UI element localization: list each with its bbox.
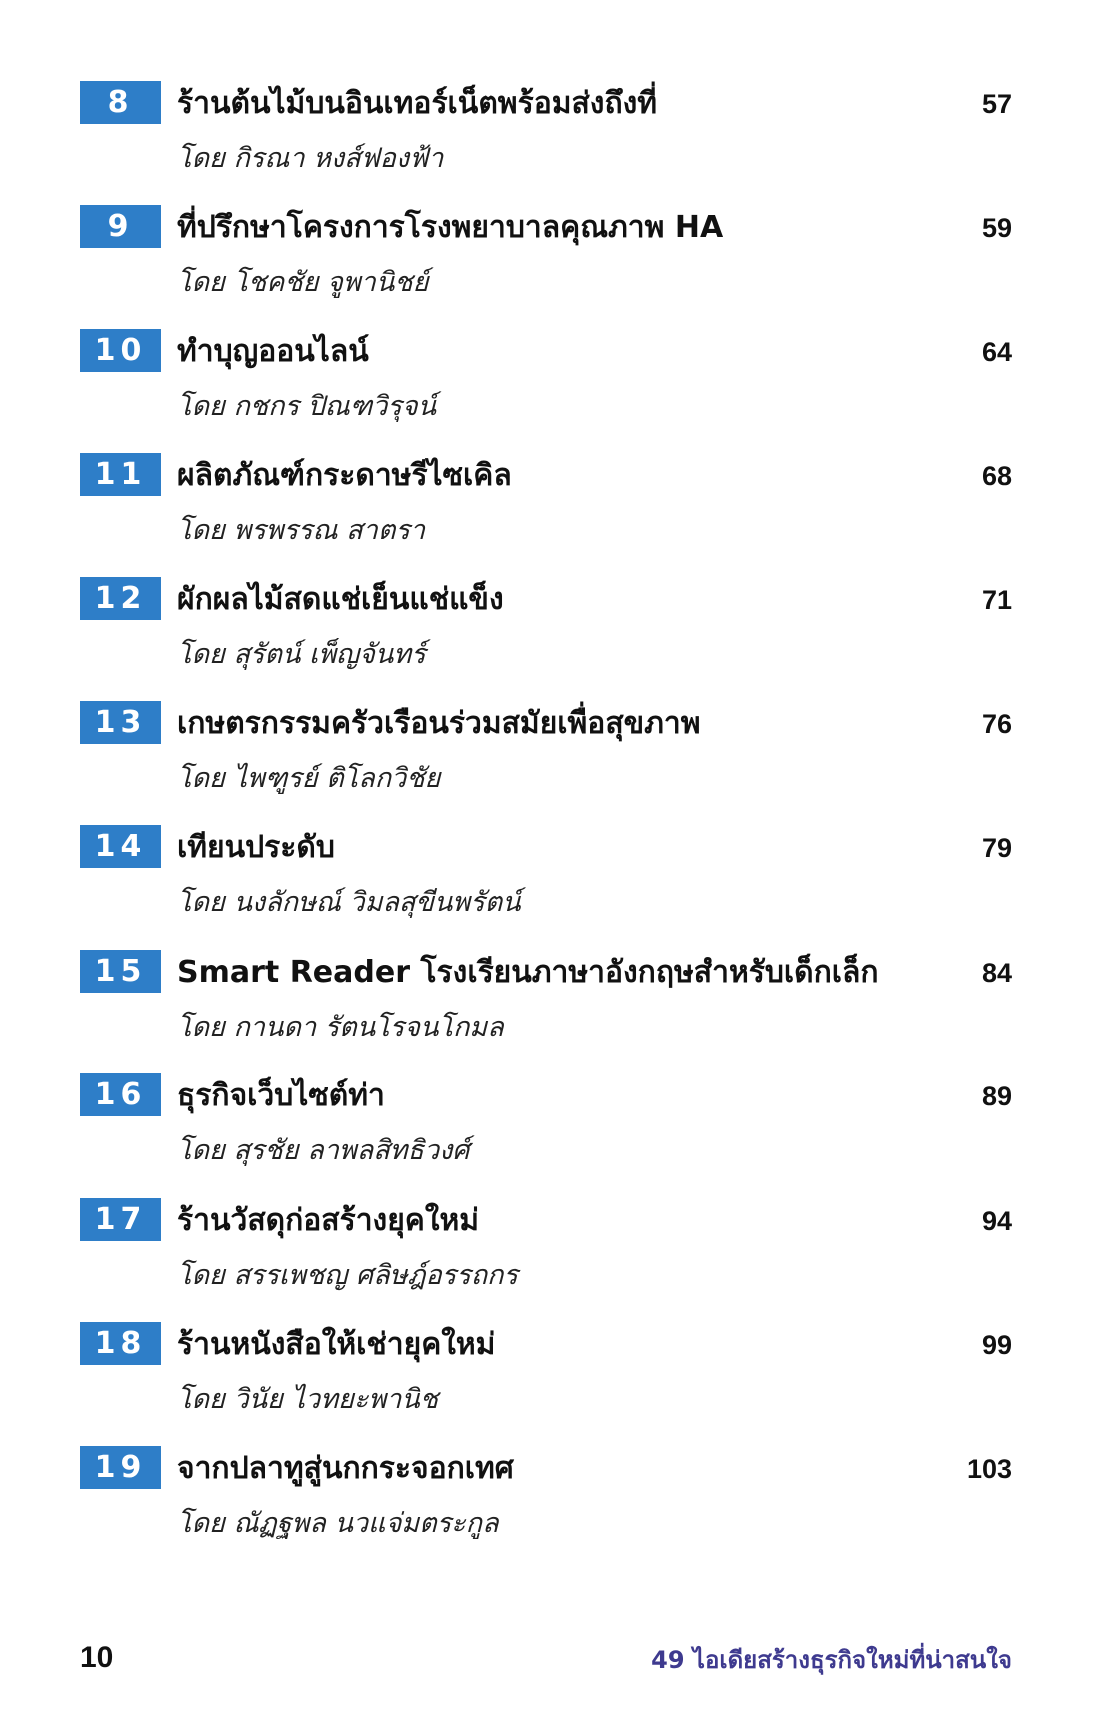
entry-page-number: 94 xyxy=(981,1206,1012,1236)
entry-page-number: 68 xyxy=(981,461,1012,491)
entry-number-badge: 19 xyxy=(80,1446,161,1489)
entry-page-number: 89 xyxy=(981,1081,1012,1111)
entry-page-number: 84 xyxy=(981,958,1012,988)
entry-number-badge: 17 xyxy=(80,1198,161,1241)
entry-title: ที่ปรึกษาโครงการโรงพยาบาลคุณภาพ HA xyxy=(177,210,724,245)
entry-author: โดย วินัย ไวทยะพานิช xyxy=(177,1384,439,1415)
toc-entry[interactable] xyxy=(0,701,1102,801)
toc-entry[interactable] xyxy=(0,329,1102,429)
entry-number-badge: 13 xyxy=(80,701,161,744)
toc-entry[interactable] xyxy=(0,205,1102,305)
entry-page-number: 103 xyxy=(966,1454,1012,1484)
toc-entry[interactable] xyxy=(0,81,1102,181)
entry-author: โดย กานดา รัตนโรจนโกมล xyxy=(177,1012,504,1043)
entry-page-number: 59 xyxy=(981,213,1012,243)
toc-entry[interactable] xyxy=(0,1073,1102,1173)
entry-author: โดย ณัฏฐพล นวแจ่มตระกูล xyxy=(177,1508,499,1539)
toc-entry[interactable] xyxy=(0,453,1102,553)
entry-number-badge: 10 xyxy=(80,329,161,372)
entry-title: ร้านต้นไม้บนอินเทอร์เน็ตพร้อมส่งถึงที่ xyxy=(177,86,658,121)
entry-page-number: 71 xyxy=(981,585,1012,615)
entry-page-number: 76 xyxy=(981,709,1012,739)
entry-author: โดย พรพรรณ สาตรา xyxy=(177,515,426,546)
toc-entry[interactable] xyxy=(0,577,1102,677)
entry-number-badge: 15 xyxy=(80,950,161,993)
entry-title: ผลิตภัณฑ์กระดาษรีไซเคิล xyxy=(177,458,512,493)
entry-page-number: 57 xyxy=(981,89,1012,119)
entry-title: เกษตรกรรมครัวเรือนร่วมสมัยเพื่อสุขภาพ xyxy=(177,706,701,741)
entry-title: ร้านหนังสือให้เช่ายุคใหม่ xyxy=(177,1327,496,1362)
entry-author: โดย สุรชัย ลาพลสิทธิวงศ์ xyxy=(177,1135,470,1166)
entry-number-badge: 12 xyxy=(80,577,161,620)
entry-title: ร้านวัสดุก่อสร้างยุคใหม่ xyxy=(177,1203,480,1238)
entry-page-number: 99 xyxy=(981,1330,1012,1360)
page-number: 10 xyxy=(80,1641,114,1674)
toc-entry[interactable] xyxy=(0,1322,1102,1422)
entry-number-badge: 18 xyxy=(80,1322,161,1365)
entry-page-number: 64 xyxy=(981,337,1012,367)
toc-entry[interactable] xyxy=(0,825,1102,925)
book-title: 49 ไอเดียสร้างธุรกิจใหม่ที่น่าสนใจ xyxy=(651,1646,1012,1674)
entry-number-badge: 8 xyxy=(80,81,161,124)
entry-author: โดย กิรณา หงส์ฟองฟ้า xyxy=(177,143,444,174)
entry-page-number: 79 xyxy=(981,833,1012,863)
entry-title: จากปลาทูสู่นกกระจอกเทศ xyxy=(177,1451,514,1486)
toc-entry[interactable] xyxy=(0,1198,1102,1298)
entry-title: ผักผลไม้สดแช่เย็นแช่แข็ง xyxy=(177,582,504,617)
entry-author: โดย ไพฑูรย์ ติโลกวิชัย xyxy=(177,763,441,794)
entry-author: โดย นงลักษณ์ วิมลสุขีนพรัตน์ xyxy=(177,887,521,918)
toc-entry[interactable] xyxy=(0,1446,1102,1546)
entry-number-badge: 11 xyxy=(80,453,161,496)
entry-number-badge: 14 xyxy=(80,825,161,868)
entry-title: ธุรกิจเว็บไซต์ท่า xyxy=(177,1078,385,1113)
entry-author: โดย โชคชัย จูพานิชย์ xyxy=(177,267,429,298)
entry-title: ทำบุญออนไลน์ xyxy=(177,334,369,369)
entry-number-badge: 16 xyxy=(80,1073,161,1116)
toc-entry[interactable] xyxy=(0,950,1102,1050)
entry-author: โดย กชกร ปิณฑวิรุจน์ xyxy=(177,391,437,422)
entry-title: Smart Reader โรงเรียนภาษาอังกฤษสำหรับเด็กเล็ก xyxy=(177,955,879,990)
entry-author: โดย สุรัตน์ เพ็ญจันทร์ xyxy=(177,639,426,670)
entry-number-badge: 9 xyxy=(80,205,161,248)
entry-title: เทียนประดับ xyxy=(177,830,335,865)
entry-author: โดย สรรเพชญ ศลิษฎ์อรรถกร xyxy=(177,1260,518,1291)
